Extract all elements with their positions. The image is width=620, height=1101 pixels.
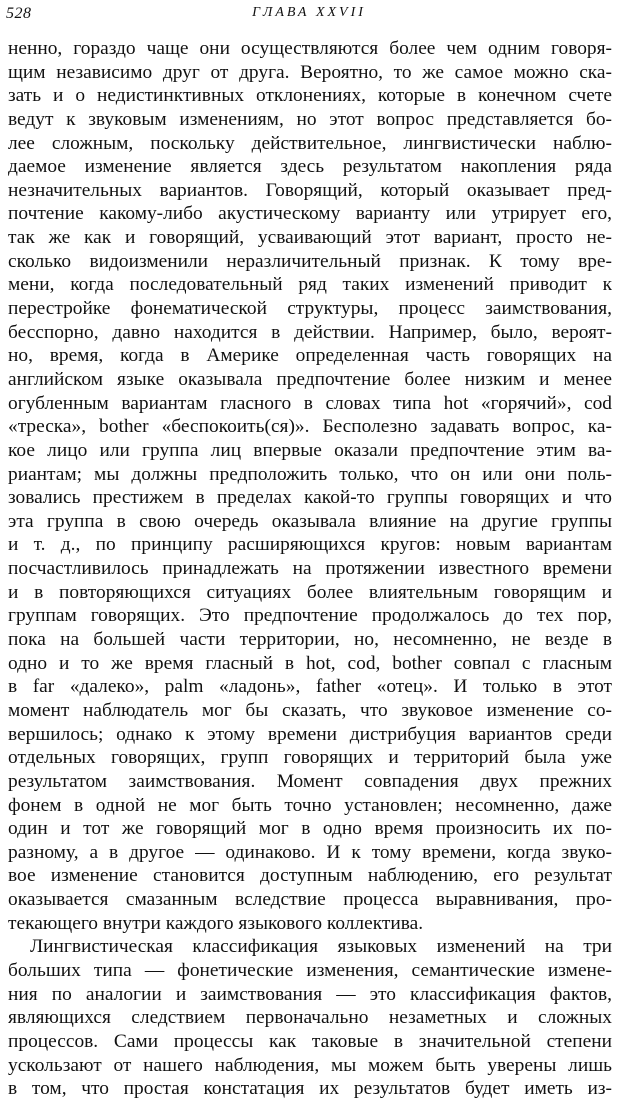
text-line: один и тот же говорящий мог в одно время произносить их по- bbox=[8, 818, 612, 840]
text-line: лее сложным, поскольку действительное, лингвистически наблю- bbox=[8, 132, 612, 154]
text-line: перестройке фонематической структуры, процесс заимствования, bbox=[8, 298, 612, 320]
text-line: момент наблюдатель мог бы сказать, что звуковое изменение со- bbox=[8, 699, 612, 721]
text-line: вое изменение становится доступным наблюдению, его результат bbox=[8, 865, 612, 887]
text-line: ускользают от нашего наблюдения, мы можем быть уверены лишь bbox=[8, 1054, 612, 1076]
text-line: больших типа — фонетические изменения, семантические измене- bbox=[8, 959, 612, 981]
text-line: щим независимо друг от друга. Вероятно, то же самое можно ска- bbox=[8, 61, 612, 83]
text-line: зать и о недистинктивных отклонениях, которые в конечном счете bbox=[8, 85, 612, 107]
text-line: даемое изменение является здесь результатом накопления ряда bbox=[8, 156, 612, 178]
text-line: и т. д., по принципу расширяющихся кругов: новым вариантам bbox=[8, 534, 612, 556]
text-line: пока на большей части территории, но, несомненно, не везде в bbox=[8, 629, 612, 651]
running-head: ГЛАВА XXVII bbox=[252, 5, 366, 20]
text-line: ния по аналогии и заимствования — это классификация фактов, bbox=[8, 983, 612, 1005]
text-line: «треска», bother «беспокоить(ся)». Бесполезно задавать вопрос, ка- bbox=[8, 416, 612, 438]
text-line: но, время, когда в Америке определенная часть говорящих на bbox=[8, 345, 612, 367]
text-line: огубленным вариантам гласного в словах типа hot «горячий», cod bbox=[8, 392, 612, 414]
text-line: отдельных говорящих, групп говорящих и территорий была уже bbox=[8, 747, 612, 769]
text-line: бесспорно, давно находится в действии. Например, было, вероят- bbox=[8, 321, 612, 343]
text-line: группам говорящих. Это предпочтение продолжалось до тех пор, bbox=[8, 605, 612, 627]
body-text bbox=[8, 37, 612, 1101]
text-line: фонем в одной не мог быть точно установлен; несомненно, даже bbox=[8, 794, 612, 816]
text-line: одно и то же время гласный в hot, cod, bother совпал с гласным bbox=[8, 652, 612, 674]
text-line: и в повторяющихся ситуациях более влиятельным говорящим и bbox=[8, 581, 612, 603]
text-line: являющихся следствием первоначально незаметных и сложных bbox=[8, 1007, 612, 1029]
page-header bbox=[6, 5, 612, 27]
text-line: текающего внутри каждого языкового коллектива. bbox=[8, 912, 424, 934]
paragraph bbox=[8, 37, 612, 935]
text-line: риантам; мы должны предположить только, что он или они поль- bbox=[8, 463, 612, 485]
text-line: зовались престижем в пределах какой-то группы говорящих и что bbox=[8, 487, 612, 509]
text-line: ненно, гораздо чаще они осуществляются более чем одним говоря- bbox=[8, 38, 612, 59]
text-line: ведут к звуковым изменениям, но этот вопрос представляется бо- bbox=[8, 108, 612, 130]
text-line: результатом заимствования. Момент совпадения двух прежних bbox=[8, 770, 612, 792]
text-line: разному, а в другое — одинаково. И к тому времени, когда звуко- bbox=[8, 841, 612, 863]
text-line: Лингвистическая классификация языковых изменений на три bbox=[30, 936, 612, 958]
text-line: процессов. Сами процессы как таковые в значительной степени bbox=[8, 1030, 612, 1052]
text-line: так же как и говорящий, усваивающий этот вариант, просто не- bbox=[8, 227, 612, 249]
text-line: сколько видоизменили неразличительный признак. К тому вре- bbox=[8, 250, 612, 272]
text-line: в far «далеко», palm «ладонь», father «отец». И только в этот bbox=[8, 676, 612, 698]
text-line: оказывается смазанным вследствие процесса выравнивания, про- bbox=[8, 889, 612, 911]
page-number: 528 bbox=[6, 5, 32, 22]
text-line: почтение какому-либо акустическому варианту или утрирует его, bbox=[8, 203, 612, 225]
paragraph bbox=[8, 935, 612, 1100]
text-line: английском языке оказывала предпочтение более низким и менее bbox=[8, 368, 612, 390]
text-line: эта группа в свою очередь оказывала влияние на другие группы bbox=[8, 510, 612, 532]
text-line: кое лицо или группа лиц впервые оказали предпочтение этим ва- bbox=[8, 439, 612, 461]
text-line: посчастливилось принадлежать на протяжении известного времени bbox=[8, 558, 612, 580]
text-line: в том, что простая констатация их результатов будет иметь из- bbox=[8, 1078, 612, 1100]
text-line: вершилось; однако к этому времени дистрибуция вариантов среди bbox=[8, 723, 612, 745]
text-line: мени, когда последовательный ряд таких изменений приводит к bbox=[8, 274, 612, 296]
text-line: незначительных вариантов. Говорящий, который оказывает пред- bbox=[8, 179, 612, 201]
